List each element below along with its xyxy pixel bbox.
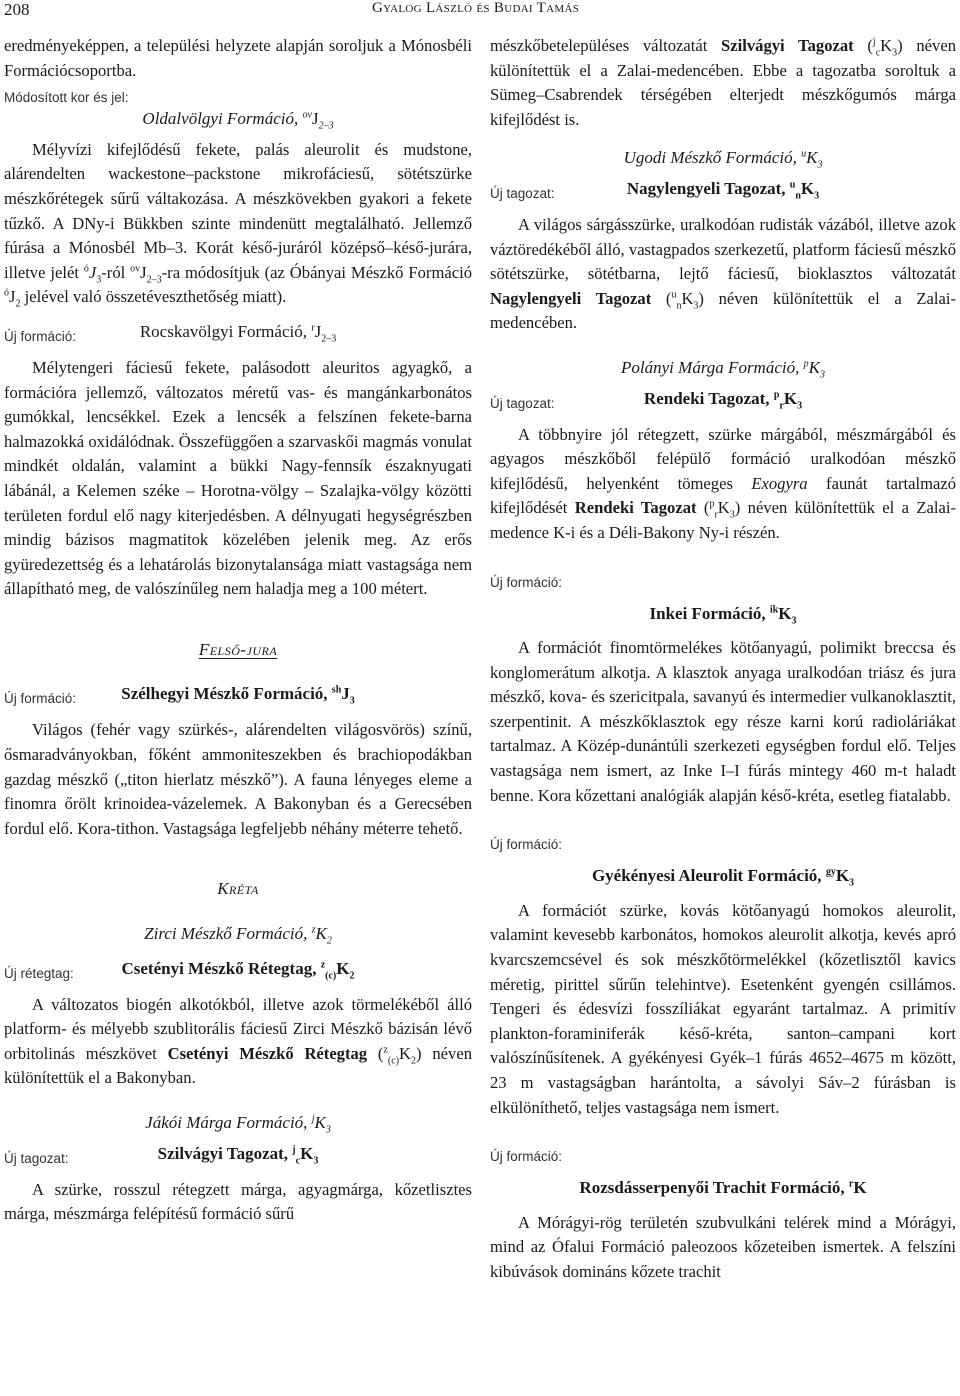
- heading-csetenyi: Csetényi Mészkő Rétegtag, $^z_{(c)}K_2$: [121, 958, 355, 982]
- heading-inkei: Inkei Formáció, $^{ik}K_3$: [649, 603, 797, 626]
- left-column: [4, 34, 472, 1227]
- heading-row: [4, 957, 472, 982]
- heading-oldalvolgyi: Oldalvölgyi Formáció, $^{ov}J_{2-3}$: [142, 109, 334, 132]
- label-new-formation: Új formáció:: [490, 1149, 563, 1165]
- paragraph: A változatos biogén alkotókból, illetve azok törmelékéből álló platform- és mélyebb szublitorális fáciesű Zirci Mészkő bázisán lévő orbitolinás mészkövet Csetényi Mészkő Rétegtag $(^z_{(c)}K_2)$ néven különítettük el a Bakonyban.: [4, 994, 472, 1088]
- label-new-formation: Új formáció:: [490, 574, 563, 590]
- label-new-member: Új rétegtag:: [4, 965, 74, 981]
- label-new-member: Új tagozat:: [490, 395, 555, 411]
- page-header: [0, 0, 960, 22]
- label-new-formation: Új formáció:: [490, 837, 563, 853]
- section-title-kreta: Kréta: [217, 879, 259, 899]
- heading-szelhegyi: Szélhegyi Mészkő Formáció, $^{sh}J_3$: [121, 684, 355, 707]
- right-column: [490, 34, 956, 1285]
- paragraph: A formációt finomtörmelékes kötőanyagú, polimikt breccsa és konglomerátum alkotja. A klasztok anyaga uralkodóan triász és jura mészkő, kova- és szericitpala, savanyú és intermedier vulkanoklasztit, szerpentinit. A mészkőklasztok egy része karni korú radioláriákat tartalmaz. A Közép-dunántúli szerkezeti egységben fordul elő. Teljes vastagsága nem ismert, az Inke I–I fúrás mintegy 460 m-t haladt benne. Kora kőzettani analógiák alapján késő-kréta, esetleg fiatalabb.: [490, 638, 956, 805]
- label-new-formation: Új formáció:: [4, 328, 77, 344]
- paragraph: A világos sárgásszürke, uralkodóan rudisták vázából, illetve azok váztöredékéből álló, vastagpados szerkezetű, platform fáciesű mészkő sötétszürke, sötétbarna, lejtő fáciesű, bioklasztos változatát Nagylengyeli Tagozat $(^u_nK_3)$ néven különítettük el a Zalai-medencében.: [490, 214, 956, 333]
- label-new-member: Új tagozat:: [490, 185, 555, 201]
- heading-row: [4, 1142, 472, 1164]
- page-number: 208: [4, 0, 30, 19]
- heading-rendeki: Rendeki Tagozat, $^p_rK_3$: [643, 388, 803, 411]
- heading-row: [4, 320, 472, 345]
- heading-rozsdasserpenyoi: Rozsdásserpenyői Trachit Formáció, $^r$K: [579, 1178, 867, 1198]
- paragraph: A szürke, rosszul rétegzett márga, agyagmárga, kőzetlisztes márga, mészmárga felépítésű formáció sűrű: [4, 1179, 472, 1224]
- paragraph: Világos (fehér vagy szürkés-, alárendelten világosvörös) színű, ősmaradványokban, főként ammoniteszekben és brachiopodákban gazdag mészkő („titon hierlatz mészkő”). A fauna lényeges eleme a finomra őrölt krinoidea-vázelemek. A Bakonyban és a Gerecsében fordul elő. Kora-tithon. Vastagsága legfeljebb néhány méterre tehető.: [4, 720, 472, 838]
- heading-row: [490, 177, 956, 202]
- paragraph: A formációt szürke, kovás kötőanyagú homokos aleurolit, valamint kevesebb karbonátos, homokos aleurolit alkotja, kevés apró kvarcszemcsével és sok mészkőtörmelékkel (kőzetlisztől kavics méretig, pirittel sűrűn telehintve). Esetenként gyengén csillámos. Tengeri és édesvízi fosszíliákat egyaránt tartalmaz. A primitív plankton-foraminiferák késő-kréta, santon–campani kort valószínűsítenek. A gyékényesi Gyék–1 fúrás 4652–4675 m között, 23 m vastagságban harántolta, a sávolyi Sáv–2 fúrásban is elkülöníthető, teljes vastagsága nem ismert.: [490, 900, 956, 1117]
- running-title: Gyalog László és Budai Tamás: [372, 0, 580, 16]
- paragraph: mészkőbetelepüléses változatát Szilvágyi Tagozat $(^j_cK_3)$ néven különítettük el a Zalai-medencében. Ebbe a tagozatba soroltuk a Sümeg–Csabrendek térségében elterjedt mészkőgumós márga kifejlődést is.: [490, 36, 956, 129]
- heading-polanyi: Polányi Márga Formáció, $^pK_3$: [621, 357, 825, 381]
- heading-row: [4, 682, 472, 707]
- heading-nagylengyeli: Nagylengyeli Tagozat, $^u_nK_3$: [626, 178, 820, 202]
- label-new-formation: Új formáció:: [4, 691, 77, 707]
- paragraph: Mélytengeri fáciesű fekete, palásodott aleuritos agyagkő, a formációra jellemző, változatos méretű vas- és mangánkarbonátos gumókkal, lencsékkel. Ezek a lencsék a felszínen fekete-barna halmazokká oxidálódnak. Összefüggően a szarvaskői magmás vonulat mindkét oldalán, valamint a bükki Nagy-fennsík északnyugati lábánál, a Kelemen széke – Horotna-völgy – Szalajka-völgy közötti területen fordul elő nagy kiterjedésben. A délnyugati hegységrészben mindig bázisos magmatitok közelében jelenik meg. Az erős gyüredezettség és a lehatárolás bizonytalansága miatt vastagsága nem állapítható meg, de valószínűleg nem haladja meg a 100 métert.: [4, 357, 472, 599]
- heading-jakoi: Jákói Márga Formáció, $^jK_3$: [145, 1113, 331, 1136]
- section-title-felso-jura: Felső-jura: [198, 639, 278, 659]
- heading-szilvagyi: Szilvágyi Tagozat, $^j_cK_3$: [157, 1143, 319, 1166]
- heading-ugodi: Ugodi Mészkő Formáció, $^uK_3$: [623, 148, 823, 171]
- heading-rocskavolgyi: Rocskavölgyi Formáció, $^rJ_{2-3}$: [139, 321, 337, 345]
- heading-gyekenyesi: Gyékényesi Aleurolit Formáció, $^{gy}K_3$: [591, 866, 855, 889]
- label-new-member: Új tagozat:: [4, 1150, 69, 1166]
- label-modified: Módosított kor és jel:: [4, 90, 129, 106]
- paragraph: A Mórágyi-rög területén szubvulkáni telérek mind a Mórágyi, mind az Ófalui Formáció paleozoos kőzeteiben ismertek. A felszíni kibúvások domináns kőzete trachit: [490, 1212, 956, 1281]
- paragraph: eredményeképpen, a települési helyzete alapján soroljuk a Mónosbéli Formációcsoportba.: [4, 36, 472, 80]
- paragraph: A többnyire jól rétegzett, szürke márgából, mészmárgából és agyagos mészkőből felépülő formáció uralkodóan mészkő kifejlődésű, helyenként tömeges Exogyra faunát tartalmazó kifejlődését Rendeki Tagozat $(^p_rK_3)$ néven különítettük el a Zalai-medence K-i és a Déli-Bakony Ny-i részén.: [490, 424, 956, 542]
- heading-row: [490, 387, 956, 409]
- paragraph: Mélyvízi kifejlődésű fekete, palás aleurolit és mudstone, alárendelten wackestone–packstone mikrofáciesű, sötétszürke mészkőrétegek sűrű váltakozása. A mészkövekben gyakori a fekete tűzkő. A DNy-i Bükkben szinte mindenütt megtalálható. Jellemző fúrása a Mónosbél Mb–3. Korát késő-juráról középső–késő-jurára, illetve jelét $^óJ_3$-ról $^{ov}J_{2-3}-ra$ módosítjuk (az Óbányai Mészkő Formáció $^óJ_2$ jelével való összetéveszthetőség miatt).: [4, 139, 472, 310]
- heading-zirci: Zirci Mészkő Formáció, $^zK_2$: [144, 924, 332, 947]
